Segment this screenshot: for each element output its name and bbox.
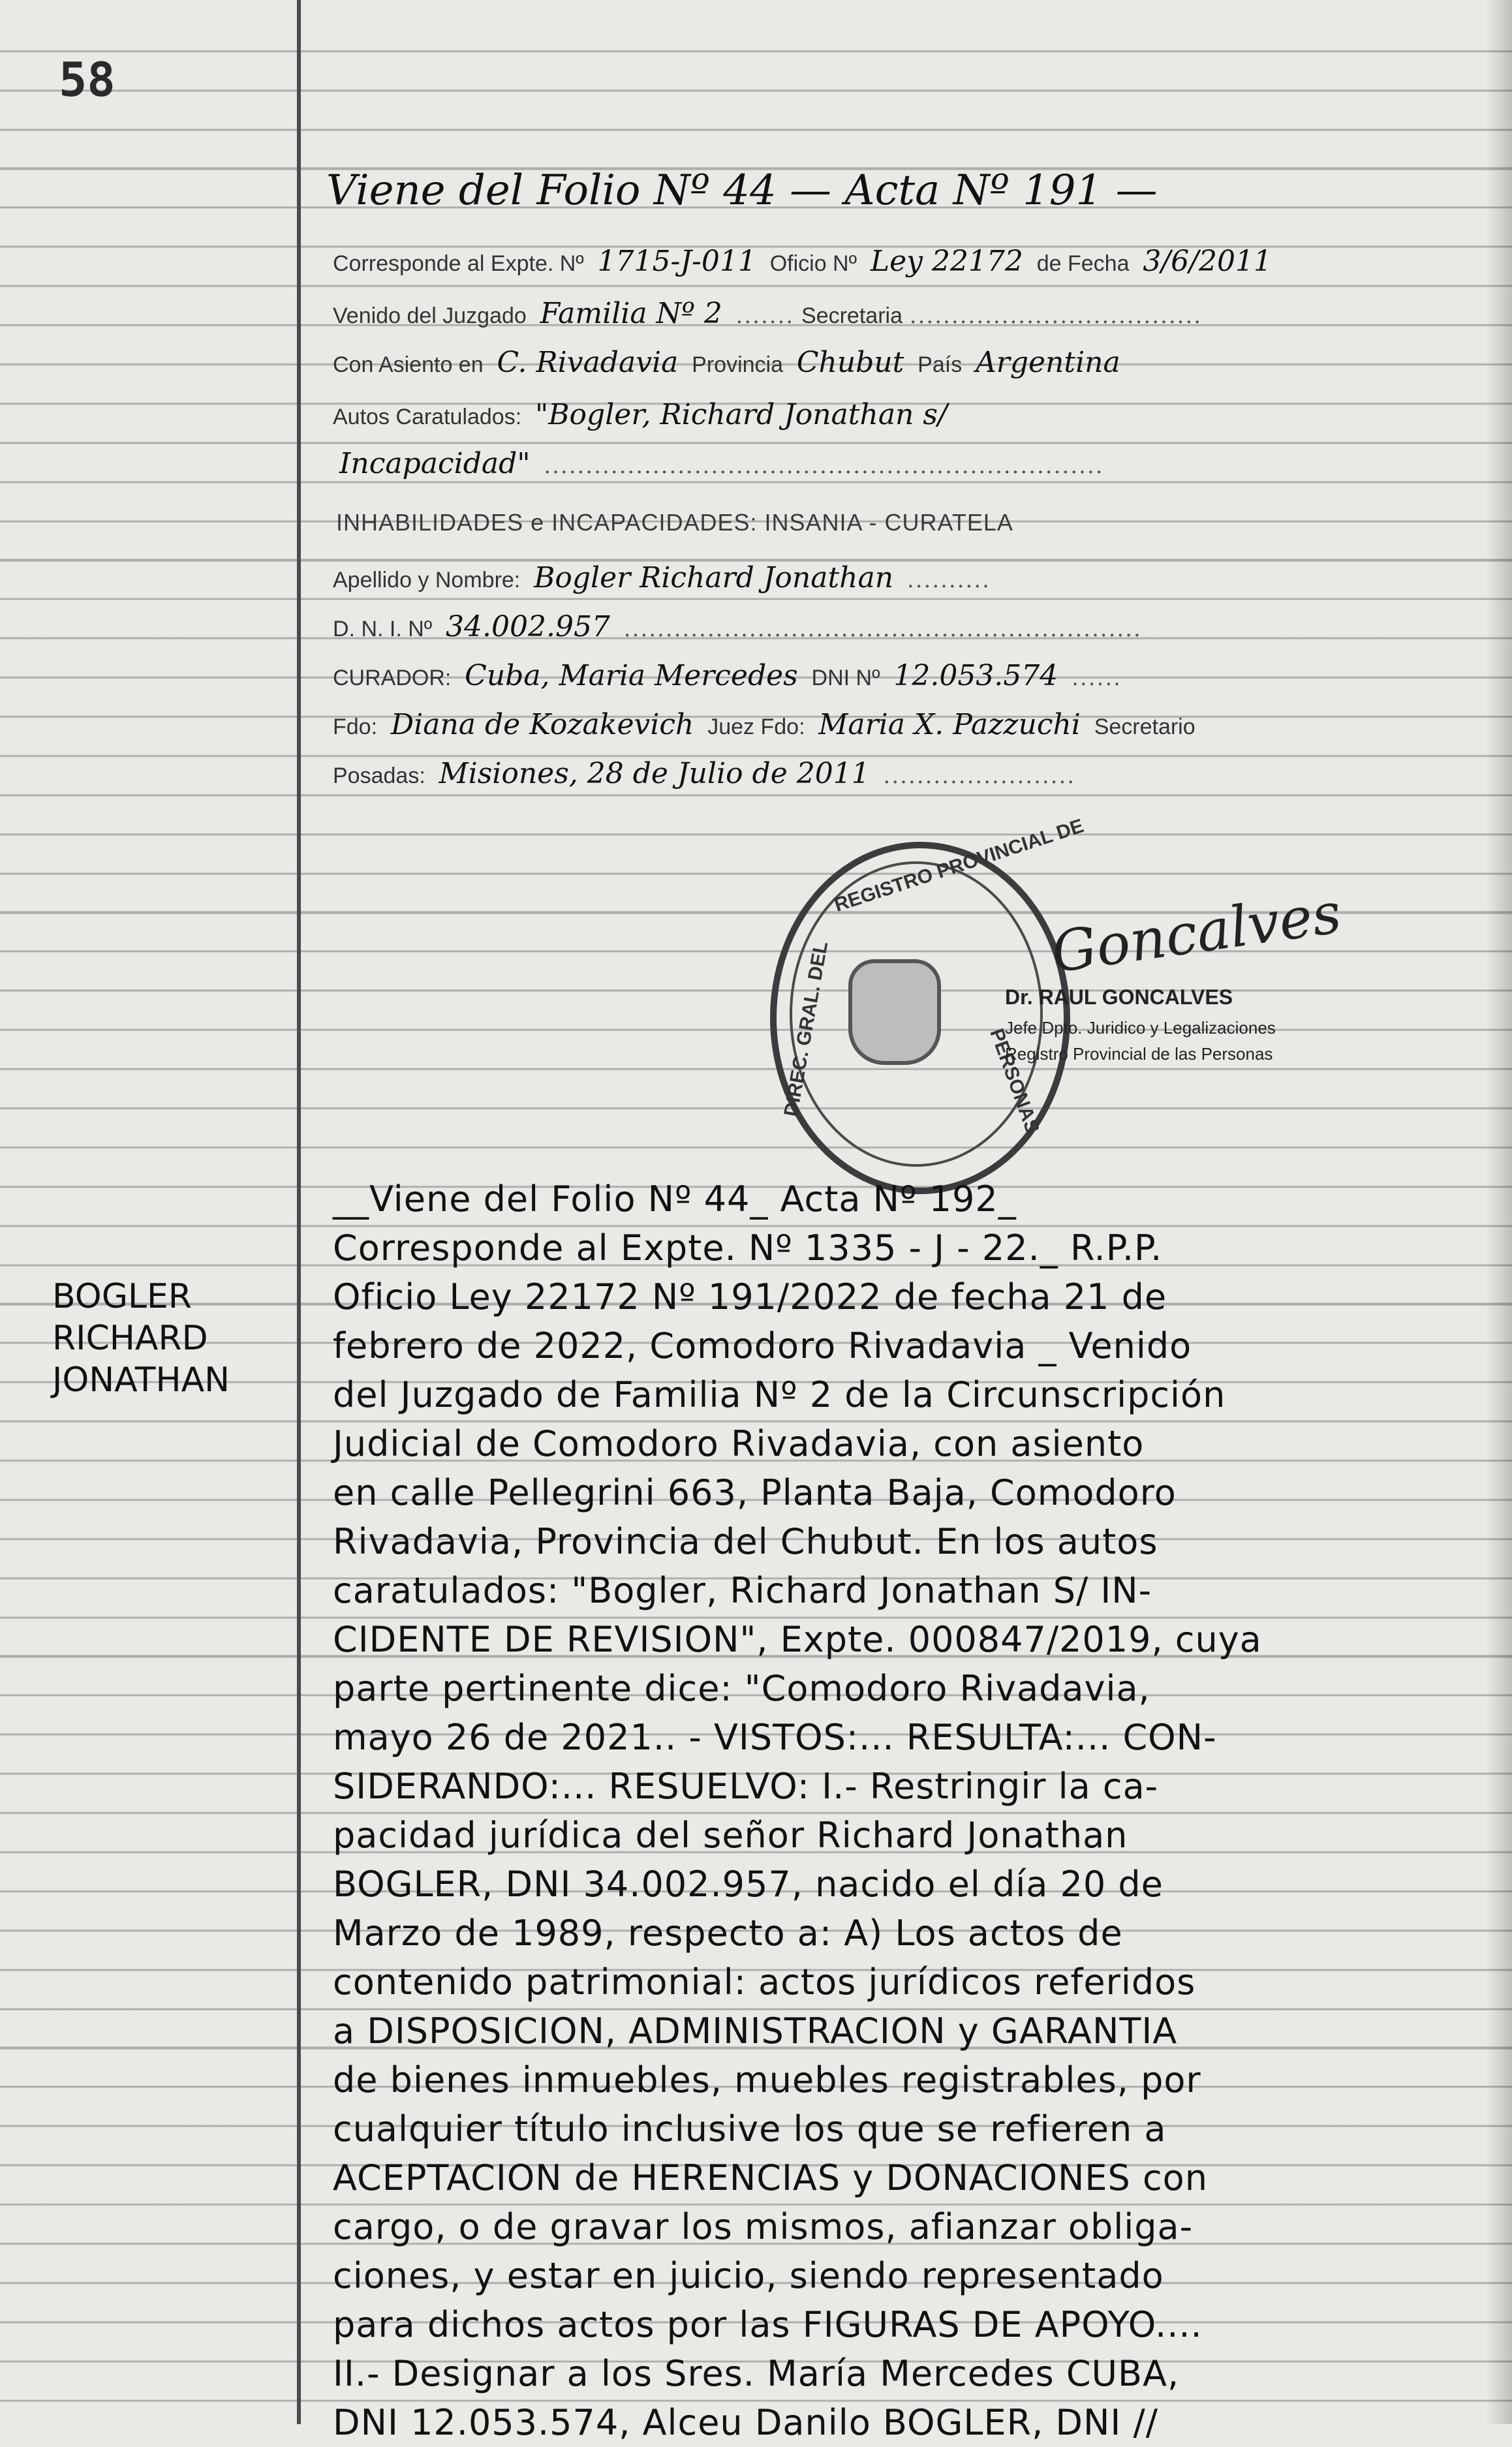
row-dni: D. N. I. Nº 34.002.957 .............................................................. [333, 610, 1142, 643]
juzgado-value: Familia Nº 2 [540, 297, 722, 330]
row-expediente [333, 245, 1278, 278]
acta2-line: __Viene del Folio Nº 44_ Acta Nº 192_ [333, 1178, 1017, 1220]
acta2-line: de bienes inmuebles, muebles registrables, por [333, 2059, 1201, 2101]
secretaria-label: Secretaria [801, 303, 903, 328]
row-juzgado: Venido del Juzgado Familia Nº 2 ....... Secretaria ................................... [333, 297, 1203, 330]
expte-label: Corresponde al Expte. Nº [333, 251, 584, 276]
fecha-label: de Fecha [1036, 251, 1130, 276]
acta2-line: parte pertinente dice: "Comodoro Rivadavia, [333, 1668, 1150, 1709]
acta2-body [333, 1175, 1488, 2447]
acta2-line: cargo, o de gravar los mismos, afianzar obliga- [333, 2206, 1194, 2247]
margin-note [52, 1276, 230, 1401]
curador-value: Cuba, Maria Mercedes [465, 659, 798, 692]
juez-value: Maria X. Pazzuchi [818, 708, 1081, 741]
asiento-label: Con Asiento en [333, 352, 484, 377]
margin-rule [297, 0, 301, 2424]
acta2-line: a DISPOSICION, ADMINISTRACION y GARANTIA [333, 2010, 1178, 2052]
acta2-line: caratulados: "Bogler, Richard Jonathan S/ IN- [333, 1570, 1152, 1611]
juez-label: Juez Fdo: [707, 715, 805, 739]
acta2-line: pacidad jurídica del señor Richard Jonathan [333, 1815, 1128, 1856]
pais-value: Argentina [976, 346, 1120, 379]
row-asiento [333, 346, 1127, 379]
apellido-value: Bogler Richard Jonathan [534, 561, 894, 594]
secretario-label: Secretario [1094, 715, 1196, 739]
fdo-value: Diana de Kozakevich [390, 708, 694, 741]
acta2-line: mayo 26 de 2021.. - VISTOS:... RESULTA:... CON- [333, 1717, 1217, 1758]
page-number: 58 [59, 52, 116, 107]
asiento-value: C. Rivadavia [497, 346, 679, 379]
autos-value-2: Incapacidad" [339, 447, 531, 480]
margin-note-line: RICHARD [52, 1319, 208, 1358]
acta2-line: Judicial de Comodoro Rivadavia, con asiento [333, 1423, 1145, 1464]
coat-of-arms-icon [848, 959, 941, 1065]
pais-label: País [918, 352, 963, 377]
stamp-ring-right: PERSONAS [985, 1026, 1043, 1137]
page-edge-shadow [1486, 0, 1512, 2424]
row-autos [333, 398, 954, 431]
curador-label: CURADOR: [333, 666, 452, 690]
row-autos-cont: Incapacidad" ................................................................... [339, 447, 1104, 480]
curador-dni-value: 12.053.574 [893, 659, 1058, 692]
section-title: INHABILIDADES e INCAPACIDADES: INSANIA - CURATELA [336, 509, 1013, 536]
acta2-line: en calle Pellegrini 663, Planta Baja, Comodoro [333, 1472, 1177, 1513]
stamp-ring-left: DIREC. GRAL. DEL [780, 940, 833, 1118]
row-fdo [333, 708, 1196, 741]
autos-label: Autos Caratulados: [333, 405, 522, 429]
provincia-value: Chubut [796, 346, 904, 379]
row-curador: CURADOR: Cuba, Maria Mercedes DNI Nº 12.053.574 ...... [333, 659, 1122, 692]
posadas-label: Posadas: [333, 763, 425, 788]
acta2-line: cualquier título inclusive los que se refieren a [333, 2108, 1167, 2149]
acta2-line: contenido patrimonial: actos jurídicos referidos [333, 1962, 1196, 2003]
expte-value: 1715-J-011 [597, 245, 756, 278]
oficio-label: Oficio Nº [769, 251, 857, 276]
juzgado-label: Venido del Juzgado [333, 303, 527, 328]
stamp-ring-top: REGISTRO PROVINCIAL DE [831, 815, 1087, 916]
acta2-line: II.- Designar a los Sres. María Mercedes CUBA, [333, 2353, 1180, 2394]
acta2-line: ACEPTACION de HERENCIAS y DONACIONES con [333, 2157, 1208, 2198]
oficio-value: Ley 22172 [870, 245, 1023, 278]
acta2-line: Rivadavia, Provincia del Chubut. En los autos [333, 1521, 1158, 1562]
acta2-line: ciones, y estar en juicio, siendo representado [333, 2255, 1164, 2296]
acta1-heading: Viene del Folio Nº 44 — Acta Nº 191 — [326, 166, 1158, 215]
posadas-value: Misiones, 28 de Julio de 2011 [439, 757, 870, 790]
autos-value-1: "Bogler, Richard Jonathan s/ [534, 398, 948, 431]
acta2-line: Marzo de 1989, respecto a: A) Los actos de [333, 1913, 1123, 1954]
margin-note-line: JONATHAN [52, 1361, 230, 1400]
acta2-line: BOGLER, DNI 34.002.957, nacido el día 20 de [333, 1864, 1164, 1905]
signer-title: Jefe Dpto. Juridico y Legalizaciones [1005, 1018, 1276, 1038]
provincia-label: Provincia [692, 352, 784, 377]
fecha-value: 3/6/2011 [1143, 245, 1272, 278]
acta2-line: SIDERANDO:... RESUELVO: I.- Restringir la ca- [333, 1766, 1159, 1807]
signer-name: Dr. RAUL GONCALVES [1005, 985, 1233, 1009]
row-apellido: Apellido y Nombre: Bogler Richard Jonathan .......... [333, 561, 991, 594]
acta2-line: febrero de 2022, Comodoro Rivadavia _ Venido [333, 1325, 1192, 1366]
acta2-line: CIDENTE DE REVISION", Expte. 000847/2019, cuya [333, 1619, 1262, 1660]
row-posadas: Posadas: Misiones, 28 de Julio de 2011 ....................... [333, 757, 1076, 790]
apellido-label: Apellido y Nombre: [333, 568, 521, 593]
acta2-line: del Juzgado de Familia Nº 2 de la Circunscripción [333, 1374, 1226, 1415]
dni-value: 34.002.957 [446, 610, 610, 643]
acta2-line: DNI 12.053.574, Alceu Danilo BOGLER, DNI // [333, 2402, 1158, 2443]
signature: Goncalves [1047, 880, 1346, 986]
acta2-line: Corresponde al Expte. Nº 1335 - J - 22._ R.P.P. [333, 1227, 1163, 1269]
fdo-label: Fdo: [333, 715, 378, 739]
margin-note-line: BOGLER [52, 1277, 192, 1316]
curador-dni-label: DNI Nº [811, 666, 880, 690]
acta2-line: Oficio Ley 22172 Nº 191/2022 de fecha 21 de [333, 1276, 1167, 1317]
dni-label: D. N. I. Nº [333, 617, 433, 641]
signer-org: Registro Provincial de las Personas [1005, 1044, 1273, 1064]
acta2-line: para dichos actos por las FIGURAS DE APOYO.... [333, 2304, 1203, 2345]
